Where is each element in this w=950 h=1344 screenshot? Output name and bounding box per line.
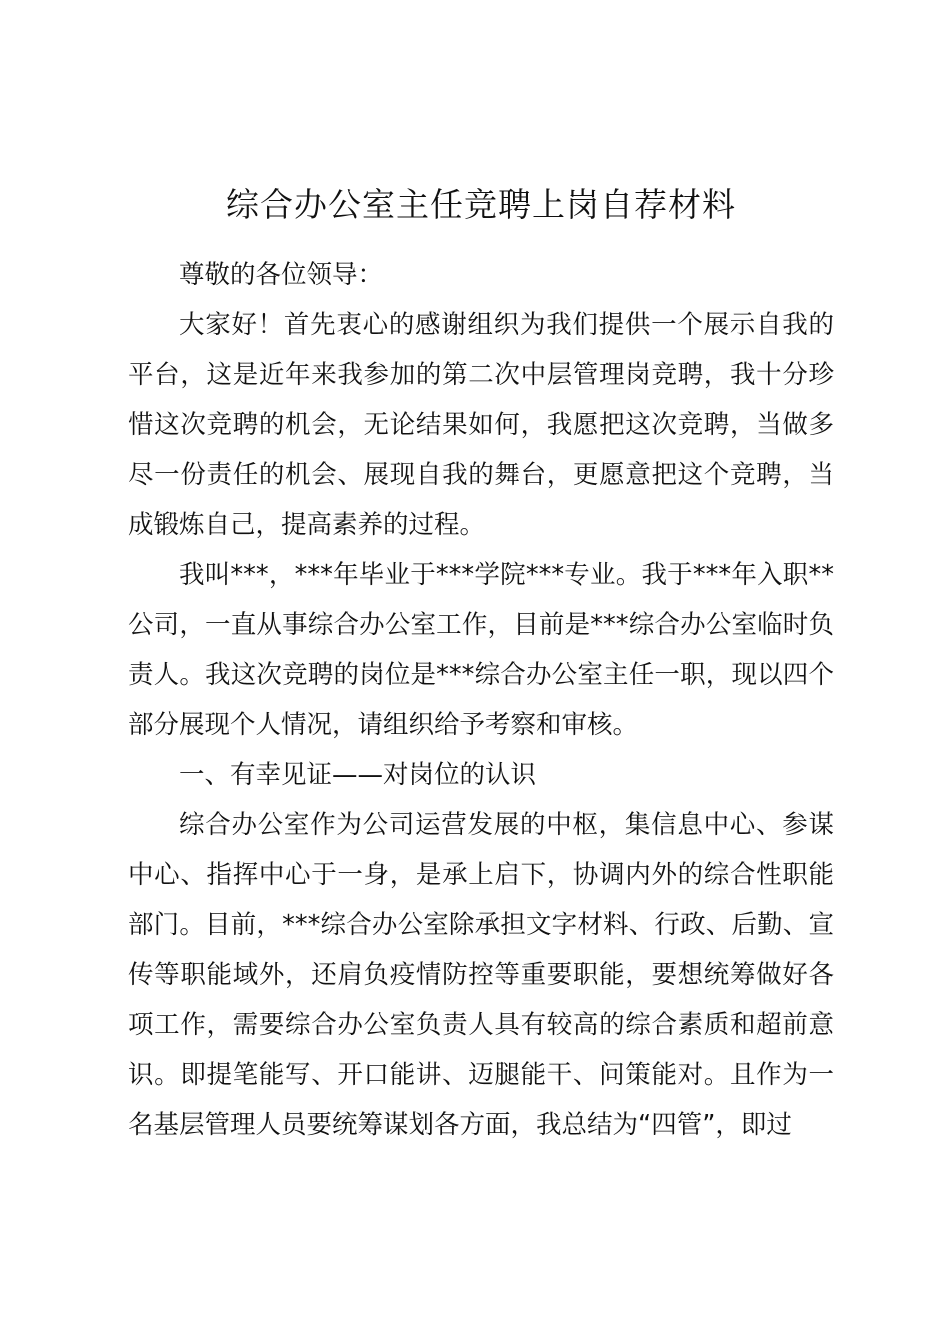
greeting: 尊敬的各位领导： xyxy=(179,260,384,290)
paragraph-position-understanding: 综合办公室作为公司运营发展的中枢，集信息中心、参谋中心、指挥中心于一身，是承上启下，协调内外的综合性职能部门。目前，***综合办公室除承担文字材料、行政、后勤、宣传等职能域外，还肩负疫情防控等重要职能，要想统筹做好各项工作，需要综合办公室负责人具有较高的综合素质和超前意识。即提笔能写、开口能讲、迈腿能干、问策能对。且作为一名基层管理人员要统筹谋划各方面，我总结为“四管”，即过 xyxy=(128,810,834,1140)
section-heading: 一、有幸见证——对岗位的认识 xyxy=(179,760,537,790)
document-title: 综合办公室主任竞聘上岗自荐材料 xyxy=(226,185,736,224)
paragraph-introduction: 大家好！首先衷心的感谢组织为我们提供一个展示自我的平台，这是近年来我参加的第二次中层管理岗竞聘，我十分珍惜这次竞聘的机会，无论结果如何，我愿把这次竞聘，当做多尽一份责任的机会、展现自我的舞台，更愿意把这个竞聘，当成锻炼自己，提高素养的过程。 xyxy=(128,310,834,540)
paragraph-self-introduction: 我叫***，***年毕业于***学院***专业。我于***年入职**公司，一直从事综合办公室工作，目前是***综合办公室临时负责人。我这次竞聘的岗位是***综合办公室主任一职，现以四个部分展现个人情况，请组织给予考察和审核。 xyxy=(128,560,834,740)
document-body xyxy=(128,250,834,1150)
